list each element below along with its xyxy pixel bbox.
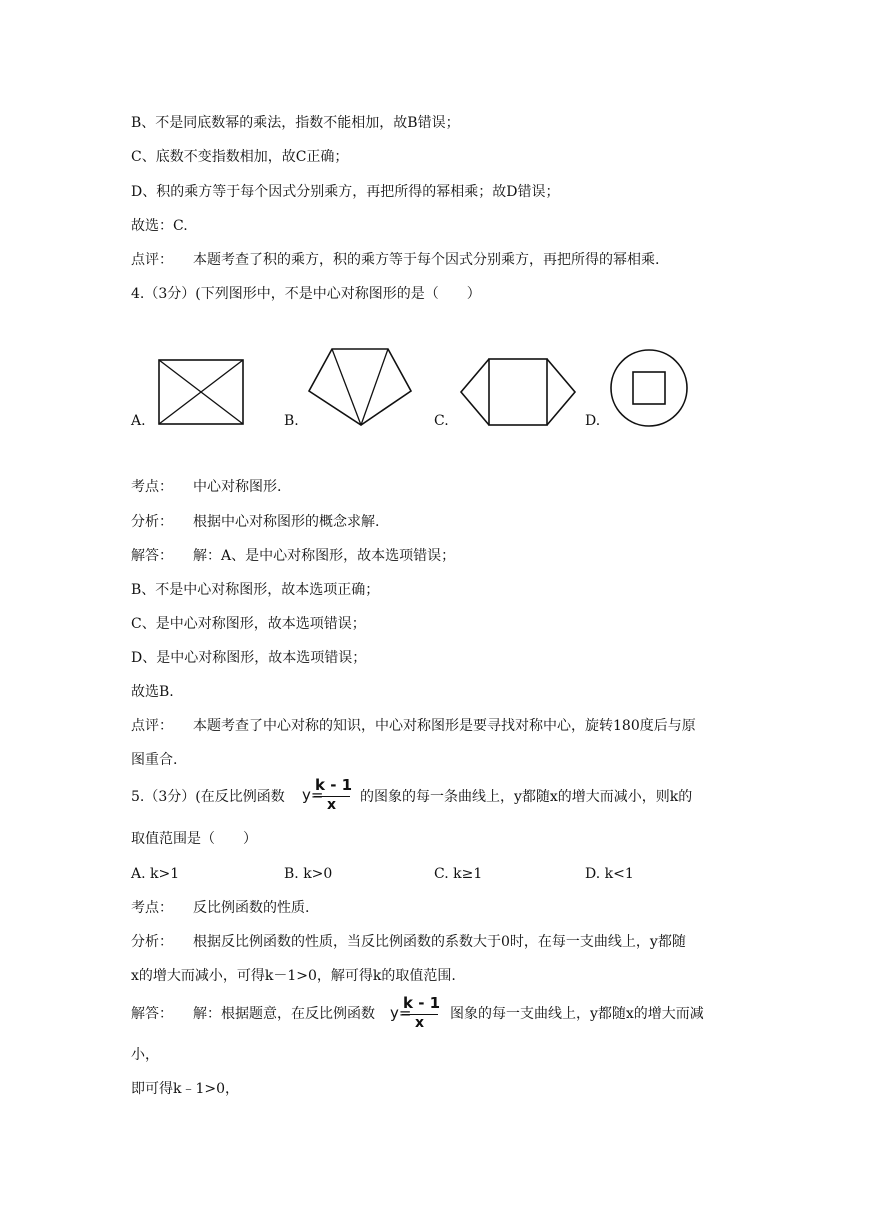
q5-title-prefix: 5.（3分）(在反比例函数 [131,789,285,805]
q4-figure-c [457,356,579,428]
q4-figure-d [607,346,691,430]
q4-review-continued: 图重合. [131,752,178,768]
analysis-label: 分析： [131,934,173,950]
q4-point [131,478,281,496]
answer-label: 解答： [131,548,173,564]
answer-label: 解答： [131,1006,173,1022]
point-text: 中心对称图形. [193,479,282,495]
q5-answer-formula [390,994,450,1036]
q5-option-b: B. k>0 [284,866,333,882]
q3-option-d-explanation: D、积的乘方等于每个因式分别乘方，再把所得的幂相乘；故D错误； [131,184,560,200]
q3-choice: 故选：C. [131,218,188,234]
q4-figure-a [155,355,247,429]
q5-option-c: C. k≥1 [434,866,483,882]
formula-numerator: k - 1 [403,994,441,1012]
q4-answer-b: B、不是中心对称图形，故本选项正确； [131,582,380,598]
q4-option-a-label: A. [131,413,146,429]
answer-text: 解：A、是中心对称图形，故本选项错误； [193,548,456,564]
review-label: 点评： [131,718,173,734]
q5-title-continued: 取值范围是（ ） [131,831,257,847]
q3-option-b-explanation: B、不是同底数幂的乘法，指数不能相加，故B错误； [131,115,460,131]
q4-option-b-label: B. [284,413,299,429]
q4-choice: 故选B. [131,684,174,700]
q4-title: 4.（3分）(下列图形中，不是中心对称图形的是（ ） [131,286,481,302]
review-label: 点评： [131,252,173,268]
q5-option-d: D. k<1 [585,866,634,882]
q4-option-c-label: C. [434,413,449,429]
q4-answer [131,547,455,565]
point-label: 考点： [131,900,173,916]
q4-analysis [131,513,379,531]
q5-answer-suffix: 图象的每一支曲线上，y都随x的增大而减 [450,1006,704,1022]
q3-option-c-explanation: C、底数不变指数相加，故C正确； [131,149,349,165]
q4-review [131,717,696,735]
analysis-text: 根据中心对称图形的概念求解. [193,514,380,530]
q3-review [131,251,659,269]
point-label: 考点： [131,479,173,495]
q5-analysis [131,933,686,951]
formula-numerator: k - 1 [315,776,353,794]
q5-formula [302,776,362,818]
q5-title-suffix: 的图象的每一条曲线上，y都随x的增大而减小，则k的 [360,789,693,805]
answer-text: 解：根据题意，在反比例函数 [193,1006,375,1022]
analysis-label: 分析： [131,514,173,530]
review-text: 本题考查了中心对称的知识，中心对称图形是要寻找对称中心，旋转180度后与原 [193,718,696,734]
q5-point [131,899,309,917]
q5-analysis-continued: x的增大而减小，可得k－1>0，解可得k的取值范围. [131,968,456,984]
q4-figure-b [305,345,415,429]
q5-answer-continued: 小， [131,1047,159,1063]
analysis-text: 根据反比例函数的性质，当反比例函数的系数大于0时，在每一支曲线上，y都随 [193,934,686,950]
formula-denominator: x [327,797,337,813]
formula-prefix: y= [302,786,324,804]
point-text: 反比例函数的性质. [193,900,310,916]
q5-answer [131,1005,375,1023]
q4-answer-d: D、是中心对称图形，故本选项错误； [131,650,367,666]
q4-option-d-label: D. [585,413,601,429]
q5-answer-conclusion: 即可得k﹣1>0， [131,1081,240,1097]
formula-prefix: y= [390,1004,412,1022]
formula-denominator: x [415,1015,425,1031]
q5-option-a: A. k>1 [131,866,180,882]
q4-answer-c: C、是中心对称图形，故本选项错误； [131,616,366,632]
review-text: 本题考查了积的乘方，积的乘方等于每个因式分别乘方，再把所得的幂相乘. [193,252,660,268]
